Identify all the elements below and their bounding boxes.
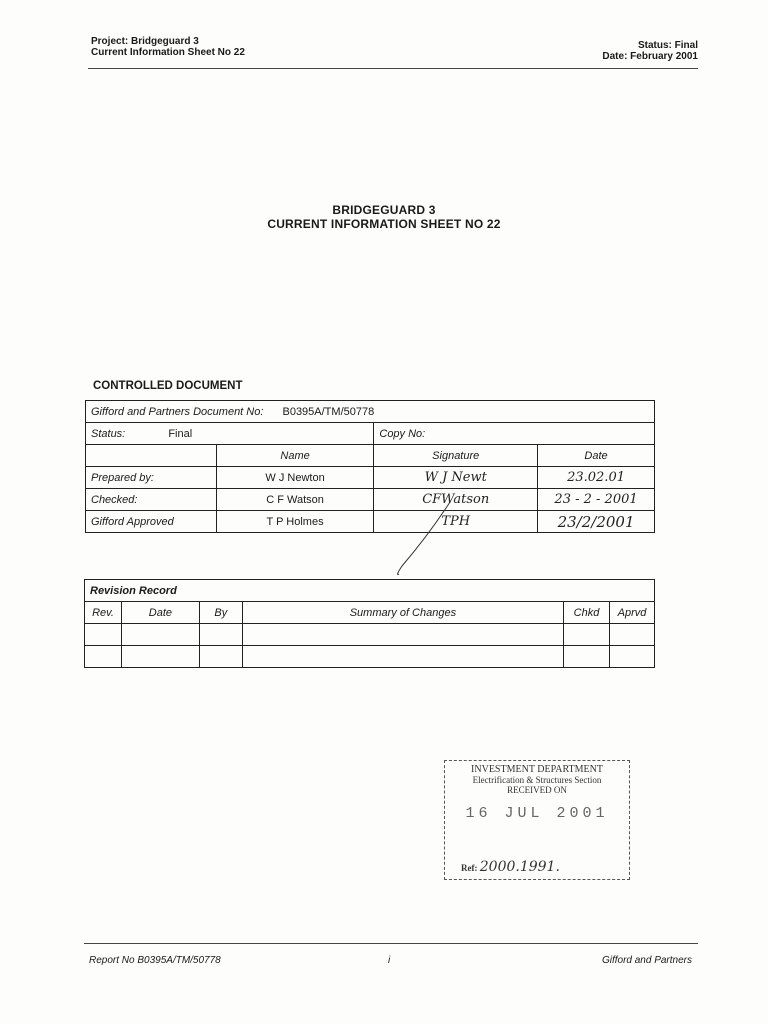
column-header-name: Name	[216, 445, 374, 467]
table-row	[85, 624, 655, 646]
header-project: Project: Bridgeguard 3	[91, 36, 199, 47]
empty-cell	[564, 624, 610, 646]
header-status: Status: Final	[637, 40, 698, 51]
column-header-signature: Signature	[374, 445, 538, 467]
document-number-value: B0395A/TM/50778	[282, 405, 375, 418]
table-row	[86, 423, 655, 445]
role-approved: Gifford Approved	[86, 511, 217, 533]
status-cell	[86, 423, 374, 445]
controlled-document-table	[85, 400, 655, 533]
document-number-cell	[86, 401, 655, 423]
empty-cell	[121, 646, 199, 668]
column-header-by: By	[199, 602, 242, 624]
date-prepared: 23.02.01	[538, 467, 655, 489]
controlled-document-heading: CONTROLLED DOCUMENT	[93, 380, 243, 392]
title-line-1: BRIDGEGUARD 3	[332, 203, 436, 217]
column-header-aprvd: Aprvd	[609, 602, 654, 624]
blank-header-cell	[86, 445, 217, 467]
copy-no-cell: Copy No:	[374, 423, 655, 445]
page-title	[0, 203, 768, 231]
table-row	[85, 646, 655, 668]
role-prepared: Prepared by:	[86, 467, 217, 489]
header-sheet: Current Information Sheet No 22	[91, 47, 245, 58]
empty-cell	[242, 624, 563, 646]
empty-cell	[85, 624, 122, 646]
empty-cell	[85, 646, 122, 668]
empty-cell	[609, 646, 654, 668]
name-checked: C F Watson	[216, 489, 374, 511]
column-header-rev-date: Date	[121, 602, 199, 624]
date-approved: 23/2/2001	[538, 511, 655, 533]
stamp-reference	[461, 859, 560, 875]
column-header-chkd: Chkd	[564, 602, 610, 624]
stamp-ref-value: 2000.1991.	[479, 859, 560, 875]
footer-rule	[84, 943, 698, 944]
empty-cell	[564, 646, 610, 668]
header-status-block	[602, 40, 698, 62]
signature-prepared: W J Newt	[374, 467, 538, 489]
table-row	[86, 511, 655, 533]
received-stamp	[444, 760, 630, 880]
table-row	[86, 489, 655, 511]
status-label: Status:	[91, 427, 126, 440]
empty-cell	[609, 624, 654, 646]
revision-record-heading: Revision Record	[85, 580, 655, 602]
header-date: Date: February 2001	[602, 51, 698, 62]
empty-cell	[242, 646, 563, 668]
footer-company: Gifford and Partners	[601, 955, 692, 966]
date-checked: 23 - 2 - 2001	[538, 489, 655, 511]
table-header-row	[86, 445, 655, 467]
empty-cell	[121, 624, 199, 646]
column-header-summary: Summary of Changes	[242, 602, 563, 624]
empty-cell	[199, 646, 242, 668]
empty-cell	[199, 624, 242, 646]
footer-page-number: i	[388, 955, 391, 966]
stamp-ref-label: Ref:	[461, 863, 478, 873]
table-row	[86, 401, 655, 423]
signature-flourish	[390, 500, 470, 580]
stamp-date: 16 JUL 2001	[465, 805, 609, 822]
stamp-section: Electrification & Structures Section	[472, 775, 602, 785]
footer-report-number: Report No B0395A/TM/50778	[89, 955, 221, 966]
column-header-date: Date	[538, 445, 655, 467]
title-line-2: CURRENT INFORMATION SHEET NO 22	[267, 217, 501, 231]
table-header-row	[85, 602, 655, 624]
name-approved: T P Holmes	[216, 511, 374, 533]
stamp-department: INVESTMENT DEPARTMENT	[471, 764, 603, 775]
column-header-rev: Rev.	[85, 602, 122, 624]
status-value: Final	[168, 427, 193, 440]
header-rule	[88, 68, 698, 69]
name-prepared: W J Newton	[216, 467, 374, 489]
revision-heading-row	[85, 580, 655, 602]
signature-checked: CFWatson	[374, 489, 538, 511]
header-project-block	[91, 36, 245, 58]
table-row	[86, 467, 655, 489]
revision-record-table	[84, 579, 655, 668]
stamp-received-on: RECEIVED ON	[507, 785, 567, 795]
signature-approved: TPH	[374, 511, 538, 533]
role-checked: Checked:	[86, 489, 217, 511]
document-number-label: Gifford and Partners Document No:	[91, 405, 264, 418]
